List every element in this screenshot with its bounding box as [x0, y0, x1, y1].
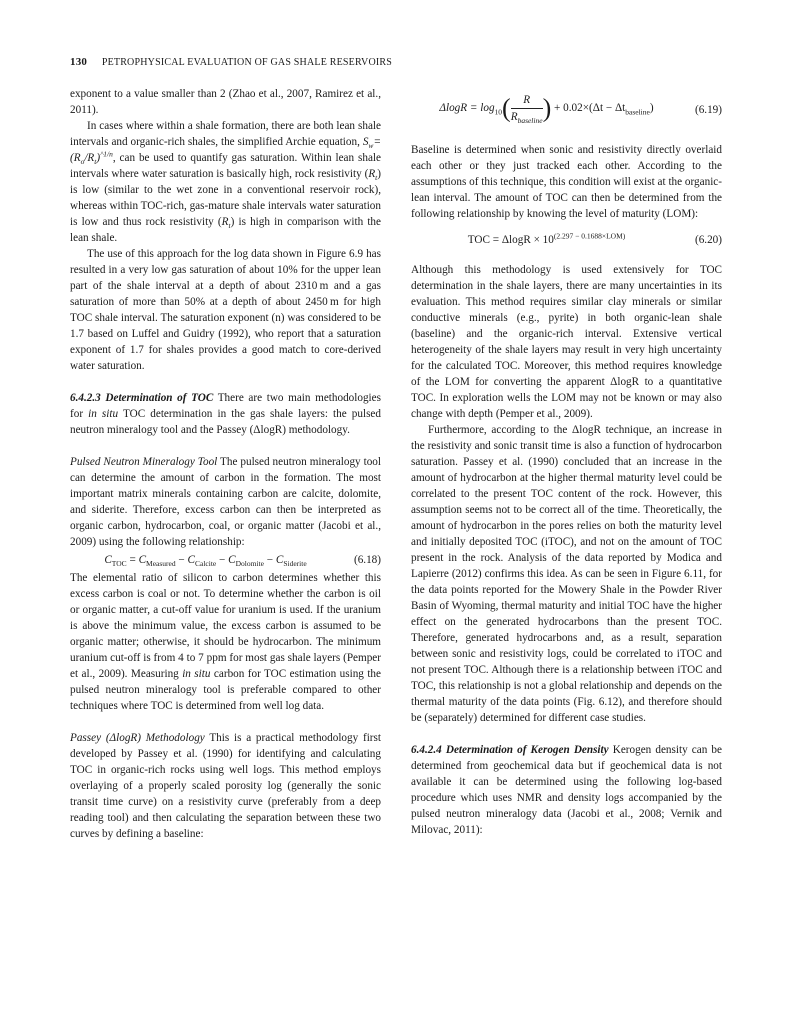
paragraph: Baseline is determined when sonic and resistivity directly overlaid each other or they just tracked each other. According to the assumptions of this technique, this condition will exist at the organic-lean interval. The amount of TOC can then be determined from the following relationship by knowing the level of maturity (LOM):	[411, 144, 722, 220]
paragraph: The use of this approach for the log data shown in Figure 6.9 has resulted in a very low gas saturation of about 10% for the upper lean part of the shale interval at a depth of about 2310 m and a gas saturation of more than 50% at a depth of about 2450 m for high TOC shale interval. The saturation exponent (n) was considered to be 1.7 based on Luffel and Guidry (1992), who report that a saturation exponent of 1.7 for shales provides a good match to core-derived water saturation.	[70, 248, 381, 372]
page-number: 130	[70, 56, 88, 68]
subsection-heading: Passey (ΔlogR) Methodology	[70, 732, 205, 744]
equation-number: (6.20)	[694, 234, 722, 246]
paragraph: exponent to a value smaller than 2 (Zhao et al., 2007, Ramirez et al., 2011).	[70, 88, 381, 116]
subsection-pulsed-neutron: Pulsed Neutron Mineralogy Tool The pulsed neutron mineralogy tool can determine the amount of carbon in the formation. The most important matrix minerals containing carbon are calcite, dolomite, and siderite. Therefore, excess carbon can then be interpreted as organic carbon, hydrocarbon, coal, or organic matter (Jacobi et al., 2009) using the following relationship:	[70, 456, 382, 548]
section-heading: 6.4.2.3 Determination of TOC	[70, 392, 214, 404]
equation-number: (6.18)	[353, 554, 381, 566]
running-title: PETROPHYSICAL EVALUATION OF GAS SHALE RESERVOIRS	[101, 57, 393, 68]
equation-6-19: $\Delta\log R = \log_{10}$( $\frac{R}{R_{baseline}}$ ) + $0.02\times(\Delta t - \Delta t_{baseline})$ (6.19)	[439, 93, 722, 126]
paragraph-archie: In cases where within a shale formation, there are both lean shale intervals and organic-rich shales, the simplified Archie equation, $S_w=(R_o/R_t)^{\^{}1/n}$, can be used to quantify gas saturation. Within lean shale intervals where water saturation is basically high, rock resistivity $(R_t)$ is low (similar to the wet zone in a conventional reservoir rock), whereas within TOC-rich, gas-mature shale intervals water saturation is low and thus rock resistivity $(R_t)$ is high in comparison with the lean shale.	[70, 120, 381, 244]
section-6-4-2-3: 6.4.2.3 Determination of TOC There are two main methodologies for in situ TOC determination in the gas shale layers: the pulsed neutron mineralogy tool and the Passey (ΔlogR) methodology.	[70, 392, 381, 436]
equation-number: (6.19)	[694, 104, 722, 116]
section-6-4-2-4: 6.4.2.4 Determination of Kerogen Density Kerogen density can be determined from geochemical data but if geochemical data is not available it can be determined using the following log-based procedure which uses NMR and density logs accompanied by the pulsed neutron mineralogy data (Jacobi et al., 2008; Vernik and Milovac, 2011):	[411, 744, 722, 836]
paragraph: Although this methodology is used extensively for TOC determination in the shale layers, there are many uncertainties in its evaluation. This method requires similar clay minerals or similar conductive minerals (e.g., pyrite) in both organic-lean shale (baseline) and the organic-rich interval. Extensive vertical heterogeneity of the shale layers may result in very high uncertainty for the calculated TOC. Moreover, this method requires knowledge of the LOM for converting the apparent ΔlogR to a quantitative TOC. In exploration wells the LOM may not be known or may also change with depth (Pemper et al., 2009).	[411, 264, 722, 420]
equation-6-18: $C_{TOC} = C_{Measured} - C_{Calcite} - C_{Dolomite} - C_{Siderite}$ (6.18)	[104, 554, 381, 569]
right-column	[411, 84, 722, 838]
subsection-heading: Pulsed Neutron Mineralogy Tool	[70, 456, 218, 468]
subsection-passey: Passey (ΔlogR) Methodology This is a practical methodology first developed by Passey et al. (1990) for identifying and calculating TOC in organic-rich rocks using well logs. This method employs overlaying of a properly scaled porosity log (generally the sonic transit time curve) on a resistivity curve (preferably from a deep reading tool) and then calculating the separation between these two curves by defining a baseline:	[70, 732, 381, 840]
paragraph: Furthermore, according to the ΔlogR technique, an increase in the resistivity and sonic transit time is also a function of hydrocarbon saturation. Passey et al. (1990) concluded that an increase in the amount of hydrocarbon at the higher thermal maturity level could be correlated to the present TOC content of the rock. However, this assumption seems not to be correct all of the time. Theoretically, the amount of hydrocarbon in the pores relies on both the maturity level and initially deposited TOC (iTOC), and not on the amount of TOC present in the rock. Analysis of the data reported by Modica and Lapierre (2012) confirms this idea. As can be seen in Figure 6.11, for the data points reported for the Mowery Shale in the Powder River Basin of Wyoming, thermal maturity and initial TOC have the higher effect on the generated hydrocarbons than the present TOC. Therefore, generated hydrocarbons and, as a result, separation between sonic and resistivity logs, could be correlated to iTOC and not present TOC. Although there is a relationship between iTOC and TOC, this relationship is not a global relationship and depends on the thermal maturity of the data points (Fig. 6.12), and therefore should be (separately) determined for different case studies.	[411, 424, 722, 724]
paragraph: The elemental ratio of silicon to carbon determines whether this excess carbon is coal or not. To determine whether the carbon is oil or organic matter, a cut-off value for uranium is used. If the uranium is above the minimum value, the excess carbon is assumed to be organic matter; otherwise, it should be hydrocarbon. The minimum uranium cut-off is from 4 to 7 ppm for most gas shale layers (Pemper et al., 2009). Measuring in situ carbon for TOC estimation using the pulsed neutron mineralogy tool is preferable compared to other techniques where TOC is determined from well log data.	[70, 572, 381, 712]
equation-6-20: TOC = $\Delta\log R \times 10^{(2.297 - 0.1688\times LOM)}$ (6.20)	[467, 231, 722, 246]
archie-equation: $S_w=(R_o/R_t)^{\^{}1/n}$	[70, 136, 381, 167]
running-header	[70, 56, 392, 68]
section-heading: 6.4.2.4 Determination of Kerogen Density	[411, 744, 609, 756]
left-column	[70, 86, 381, 842]
